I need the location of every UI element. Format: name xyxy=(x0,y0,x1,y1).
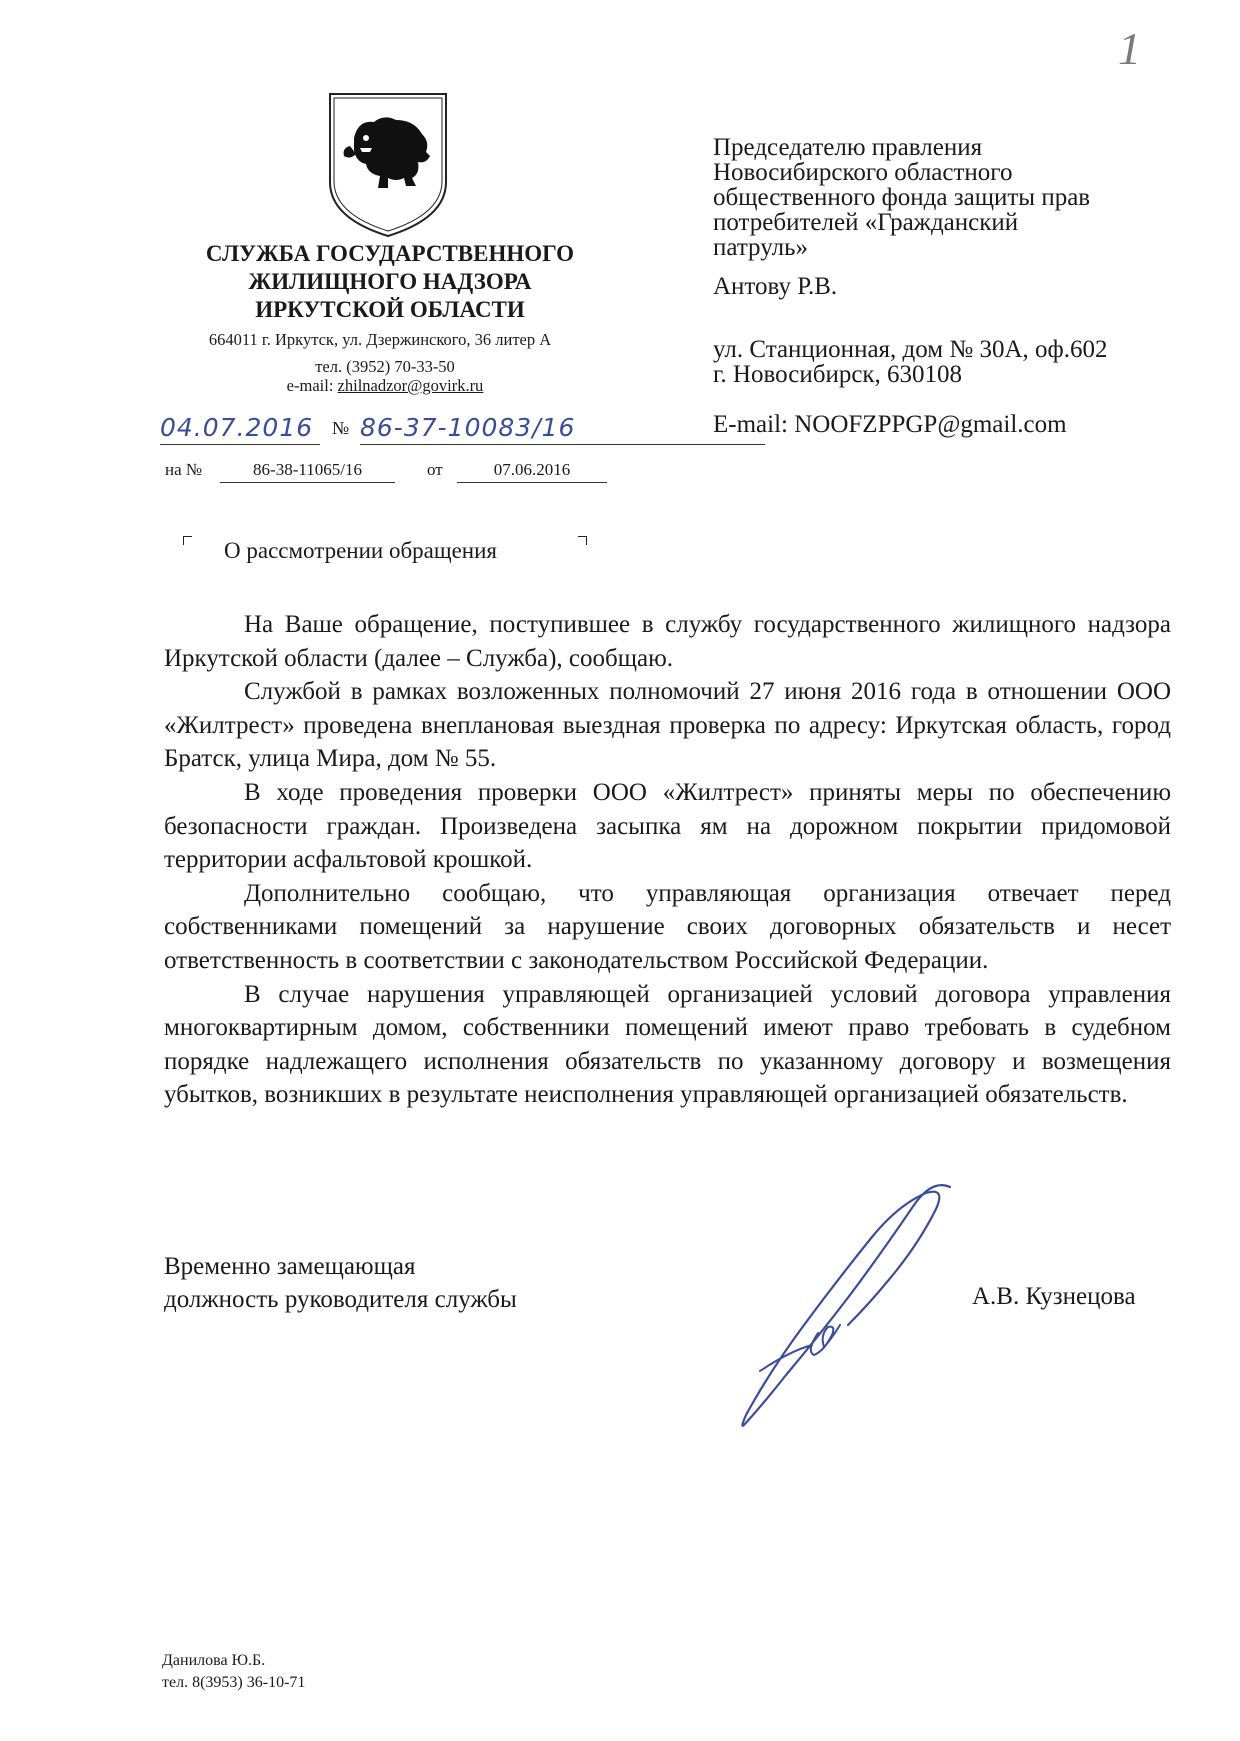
organization-phone: тел. (3952) 70-33-50 xyxy=(315,357,455,376)
recipient-email: E-mail: NOOFZPPGP@gmail.com xyxy=(713,411,1067,438)
signatory-title-line: Временно замещающая xyxy=(164,1253,416,1280)
incoming-reference xyxy=(165,458,610,486)
executor-phone: тел. 8(3953) 36-10-71 xyxy=(162,1674,306,1691)
signatory-title-line: должность руководителя службы xyxy=(164,1286,517,1313)
email-label: e-mail: xyxy=(286,376,334,395)
recipient-address xyxy=(713,337,1193,387)
organization-address: 664011 г. Иркутск, ул. Дзержинского, 36 литер А xyxy=(208,330,552,349)
recipient-address-line: ул. Станционная, дом № 30А, оф.602 xyxy=(713,336,1108,363)
recipient-line: общественного фонда защиты прав xyxy=(713,184,1091,211)
in-reply-label: на № xyxy=(165,460,203,479)
organization-email-link[interactable]: zhilnadzor@govirk.ru xyxy=(337,376,484,395)
body-paragraph: Службой в рамках возложенных полномочий 27 июня 2016 года в отношении ООО «Жилтрест» проведена внеплановая выездная проверка по адресу: Иркутская область, город Братск, улица Мира, дом № 55. xyxy=(164,678,1171,773)
signatory-title xyxy=(164,1250,517,1316)
recipient-line: Председателю правления xyxy=(713,134,983,161)
letter-subject: О рассмотрении обращения xyxy=(224,538,497,563)
recipient-line: Новосибирского областного xyxy=(713,159,1013,186)
from-label: от xyxy=(427,460,443,479)
recipient-name: Антову Р.В. xyxy=(713,273,838,300)
page-number: 1 xyxy=(1118,23,1141,74)
outgoing-number: 86-37-10083/16 xyxy=(360,412,765,445)
recipient-line: патруль» xyxy=(713,234,809,261)
executor-name: Данилова Ю.Б. xyxy=(162,1652,266,1669)
executor-info xyxy=(162,1650,305,1694)
body-paragraph: Дополнительно сообщаю, что управляющая организация отвечает перед собственниками помещений за нарушение своих договорных обязательств и несет ответственность в соответствии с законодательством Российской Федерации. xyxy=(164,879,1171,974)
body-paragraph: На Ваше обращение, поступившее в службу государственного жилищного надзора Иркутской области (далее – Служба), сообщаю. xyxy=(164,611,1171,672)
subject-corner-mark xyxy=(578,536,587,545)
in-reply-date: 07.06.2016 xyxy=(457,460,607,483)
organization-contacts xyxy=(200,357,570,395)
recipient-line: потребителей «Гражданский xyxy=(713,209,1019,236)
organization-name-line: СЛУЖБА ГОСУДАРСТВЕННОГО xyxy=(205,241,575,266)
signatory-name: А.В. Кузнецова xyxy=(972,1283,1136,1310)
outgoing-date: 04.07.2016 xyxy=(160,412,320,445)
outgoing-reference xyxy=(160,412,610,452)
coat-of-arms-emblem xyxy=(326,90,450,240)
organization-name xyxy=(140,240,640,324)
letter-body xyxy=(164,608,1171,1112)
body-paragraph: В ходе проведения проверки ООО «Жилтрест» приняты меры по обеспечению безопасности граждан. Произведена засыпка ям на дорожном покрытии придомовой территории асфальтовой крошкой. xyxy=(164,778,1171,874)
organization-name-line: ИРКУТСКОЙ ОБЛАСТИ xyxy=(255,297,525,322)
subject-corner-mark xyxy=(183,536,192,545)
recipient-title xyxy=(713,135,1193,260)
in-reply-number: 86-38-11065/16 xyxy=(220,460,395,483)
handwritten-signature xyxy=(700,1175,960,1435)
organization-name-line: ЖИЛИЩНОГО НАДЗОРА xyxy=(248,269,532,294)
body-paragraph: В случае нарушения управляющей организацией условий договора управления многоквартирным домом, собственники помещений имеют право требовать в судебном порядке надлежащего исполнения обязательств по указанному договору и возмещения убытков, возникших в результате неисполнения управляющей организацией обязательств. xyxy=(164,980,1171,1109)
recipient-address-line: г. Новосибирск, 630108 xyxy=(713,361,963,388)
number-label: № xyxy=(332,418,350,438)
